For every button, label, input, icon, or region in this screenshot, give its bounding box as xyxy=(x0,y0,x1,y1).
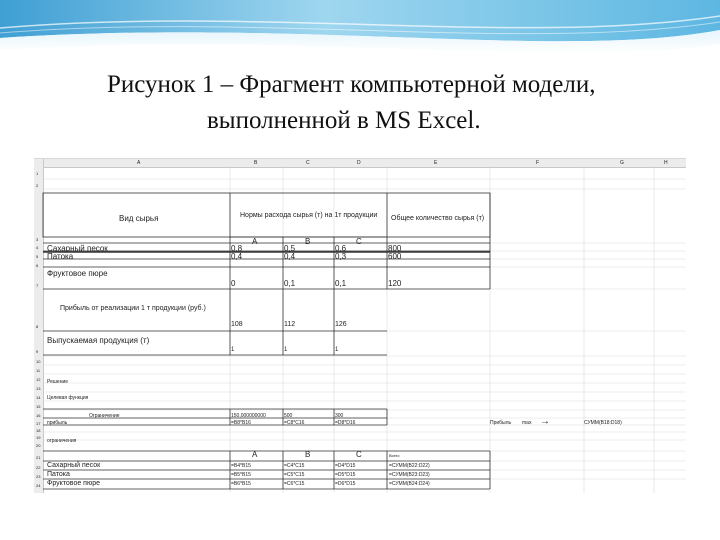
row-label-objective: Целевая функция xyxy=(47,395,89,401)
cell-formula: =C6*C15 xyxy=(284,481,305,487)
row-label-constraints: ограничения xyxy=(47,438,77,444)
cell-formula: =B5*B15 xyxy=(231,472,251,478)
col-header-d: D xyxy=(357,160,361,166)
product-label-c: C xyxy=(356,237,362,246)
header-total-raw: Общее количество сырья (т) xyxy=(391,215,485,222)
header-raw-material: Вид сырья xyxy=(119,214,159,223)
row-number: 1 xyxy=(36,171,39,176)
row-number: 9 xyxy=(36,349,39,354)
row-label-molasses: Патока xyxy=(47,252,74,261)
cell-value: 1 xyxy=(231,347,235,353)
cell-value: 112 xyxy=(284,321,296,328)
row-number: 24 xyxy=(36,483,41,488)
row-number: 3 xyxy=(36,237,39,242)
col-header-b: B xyxy=(254,160,258,166)
decorative-banner xyxy=(0,0,720,60)
row-number: 11 xyxy=(36,368,41,373)
row-label-solution: Решение xyxy=(47,379,69,385)
row-label-sugar: Сахарный песок xyxy=(47,462,101,469)
cell-value: 800 xyxy=(388,244,402,253)
figure-caption-line2: выполненной в MS Excel. xyxy=(207,107,481,134)
cell-value: 108 xyxy=(231,321,243,328)
product-label-b: B xyxy=(305,237,311,246)
col-header-f: F xyxy=(536,160,540,166)
row-label-profit-formula: прибыль xyxy=(47,420,68,426)
row-number: 15 xyxy=(36,404,41,409)
row-number: 16 xyxy=(36,413,41,418)
cell-formula: =D6*D15 xyxy=(335,481,356,487)
cell-value: 0,5 xyxy=(284,244,296,253)
cell-value: 150,000000000 xyxy=(231,413,266,419)
cell-formula: =C8*C16 xyxy=(284,420,305,426)
row-label-sugar: Сахарный песок xyxy=(47,244,108,253)
row-number: 19 xyxy=(36,435,41,440)
grid-lines xyxy=(34,159,686,493)
cell-value: 1 xyxy=(284,347,288,353)
cell-value: 0,3 xyxy=(335,252,347,261)
col-header-a: A xyxy=(137,160,141,166)
product-label-a: A xyxy=(252,450,258,459)
row-label-fruit: Фруктовое пюре xyxy=(47,480,100,487)
product-label-c: C xyxy=(356,450,362,459)
row-number: 18 xyxy=(36,428,41,433)
cell-value: 0,6 xyxy=(335,244,347,253)
row-number: 20 xyxy=(36,443,41,448)
cell-value: 0,1 xyxy=(284,279,296,288)
row-label-fruit: Фруктовое пюре xyxy=(47,269,108,278)
product-label-a: A xyxy=(252,237,258,246)
cell-value: 500 xyxy=(284,413,293,419)
cell-value: 0,1 xyxy=(335,279,347,288)
row-number: 7 xyxy=(36,283,39,288)
cell-formula: =СУММ(B24:D24) xyxy=(389,481,430,487)
cell-formula: =D8*D16 xyxy=(335,420,356,426)
row-number: 5 xyxy=(36,254,39,259)
row-number: 2 xyxy=(36,183,39,188)
objective-formula: СУММ(B18:D18) xyxy=(584,420,622,426)
cell-value: 1 xyxy=(335,347,339,353)
cell-formula: =B6*B15 xyxy=(231,481,251,487)
row-label-output: Выпускаемая продукция (т) xyxy=(47,336,150,345)
objective-direction: max xyxy=(522,420,532,426)
spreadsheet-fragment xyxy=(34,158,686,493)
cell-value: 0 xyxy=(231,279,236,288)
cell-value: 0,4 xyxy=(231,252,243,261)
cell-formula: =C5*C15 xyxy=(284,472,305,478)
cell-value: 0,4 xyxy=(284,252,296,261)
figure-caption-line1: Рисунок 1 – Фрагмент компьютерной модели, xyxy=(107,71,596,98)
row-number: 23 xyxy=(36,474,41,479)
row-number: 14 xyxy=(36,395,41,400)
col-header-c: C xyxy=(306,160,310,166)
col-header-h: H xyxy=(664,160,668,166)
cell-formula: =C4*C15 xyxy=(284,463,305,469)
row-number: 8 xyxy=(36,324,39,329)
cell-formula: =D4*D15 xyxy=(335,463,356,469)
cell-value: 120 xyxy=(388,279,402,288)
total-label: Всего xyxy=(389,453,400,458)
cell-formula: =B4*B15 xyxy=(231,463,251,469)
product-label-b: B xyxy=(305,450,311,459)
cell-value: 600 xyxy=(388,252,402,261)
col-header-e: E xyxy=(434,160,438,166)
row-label-constraint: Ограничение xyxy=(89,413,120,419)
objective-label: Прибыль xyxy=(490,420,512,426)
row-number: 17 xyxy=(36,421,41,426)
header-norms: Нормы расхода сырья (т) на 1т продукции xyxy=(240,212,378,219)
row-number: 12 xyxy=(36,377,41,382)
row-number: 6 xyxy=(36,263,39,268)
row-number: 4 xyxy=(36,245,39,250)
cell-formula: =СУММ(B22:D22) xyxy=(389,463,430,469)
col-header-g: G xyxy=(620,160,624,166)
row-label-molasses: Патока xyxy=(47,471,70,478)
cell-formula: =D5*D15 xyxy=(335,472,356,478)
cell-formula: =B8*B16 xyxy=(231,420,251,426)
cell-value: 0,8 xyxy=(231,244,243,253)
cell-formula: =СУММ(B23:D23) xyxy=(389,472,430,478)
row-number: 10 xyxy=(36,359,41,364)
arrow-right-icon: → xyxy=(540,416,550,427)
cell-value: 126 xyxy=(335,321,347,328)
row-number: 21 xyxy=(36,455,41,460)
row-label-profit: Прибыль от реализации 1 т продукции (руб.) xyxy=(60,305,206,312)
cell-value: 300 xyxy=(335,413,344,419)
row-number: 22 xyxy=(36,465,41,470)
row-number: 13 xyxy=(36,386,41,391)
